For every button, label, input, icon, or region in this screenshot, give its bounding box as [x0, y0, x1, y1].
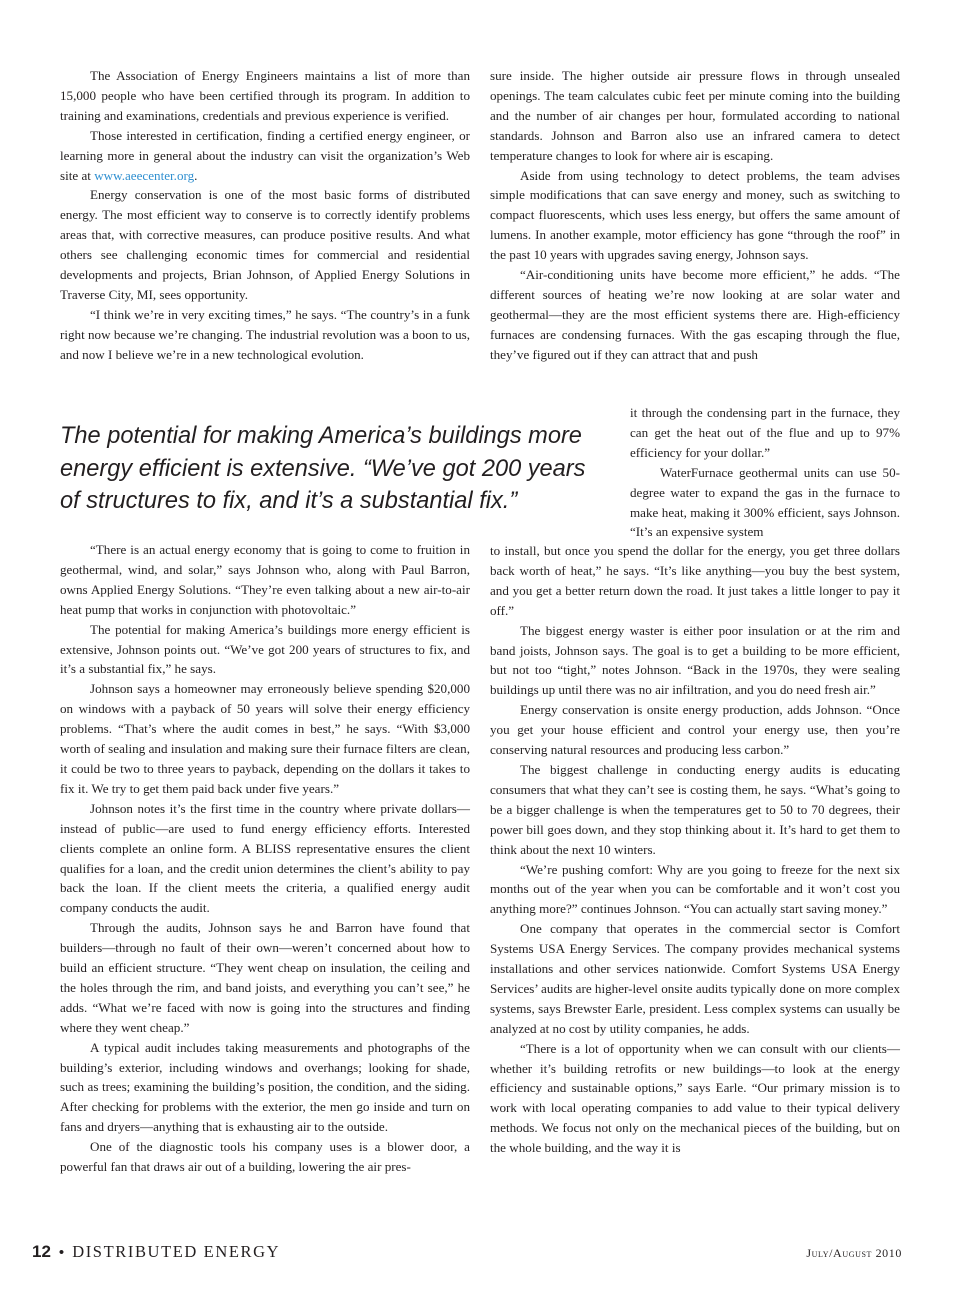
right-column-bottom: [490, 541, 900, 1158]
paragraph: The Association of Energy Engineers maintains a list of more than 15,000 people who have been certified through its program. In addition to training and examinations, credentials and previous experience is verified.: [60, 68, 470, 123]
paragraph: Johnson says a homeowner may erroneously believe spending $20,000 on windows with a payback of 50 years will solve their energy efficiency problems. “That’s where the audit comes in best,” he says. “With $3,000 worth of sealing and insulation and making sure their furnace filters are clean, it could be two to three years to payback, depending on the dollars it takes to fix it. We try to get them paid back under five years.”: [60, 681, 470, 796]
paragraph-continued: to install, but once you spend the dollar for the energy, you get three dollars back worth of heat,” he says. “It’s like anything—you buy the best system, and you get a better return down the road. It just takes a little longer to pay it off.”: [490, 543, 900, 618]
paragraph: The potential for making America’s buildings more energy efficient is extensive, Johnson points out. “We’ve got 200 years of structures to fix, and it’s a substantial fix,” he says.: [60, 621, 470, 677]
paragraph: Aside from using technology to detect problems, the team advises simple modifications that can save energy and money, such as switching to compact fluorescents, which uses less energy, but offers the same amount of lumens. In another example, motor efficiency has gone “through the roof” in the past 10 years with upgrades saving energy, Johnson says.: [490, 167, 900, 263]
paragraph: WaterFurnace geothermal units can use 50-degree water to expand the gas in the furnace to make heat, making it 300% efficient, says Johnson. “It’s an expensive system: [630, 464, 900, 540]
paragraph: “There is a lot of opportunity when we can consult with our clients—whether it’s building retrofits or new buildings—to look at the energy efficiency and sustainable options,” says Earle. “Our primary mission is to work with local operating companies to add value to their typical delivery methods. We focus not only on the mechanical pieces of the building, but on the whole building, and the way it is: [490, 1040, 900, 1156]
magazine-name: DISTRIBUTED ENERGY: [72, 1242, 281, 1261]
paragraph: “There is an actual energy economy that is going to come to fruition in geothermal, wind, and solar,” says Johnson who, along with Paul Barron, owns Applied Energy Solutions. “They’re even talking about a new air-to-air heat pump that works in conjunction with photovoltaic.”: [60, 542, 470, 617]
paragraph: A typical audit includes taking measurements and photographs of the building’s exterior, including windows and overhangs; looking for shade, such as trees; examining the building’s position, the condition, and the siding. After checking for problems with the exterior, the men go inside and turn on fans and dryers—anything that is exhausting air to the outside.: [60, 1039, 470, 1135]
right-column-narrow: [630, 403, 900, 542]
paragraph: Johnson notes it’s the first time in the country where private dollars—instead of public—are used to fund energy efficiency efforts. Interested clients complete an online form. A BLISS representative ensures the client qualifies for a loan, and the credit union determines the client’s ability to pay back the loan. If the client meets the criteria, a qualified energy audit company conducts the audit.: [60, 800, 470, 916]
paragraph: The biggest energy waster is either poor insulation or at the rim and band joists, Johnson says. The goal is to get a building to be more efficient, but not too “tight,” notes Johnson. “Back in the 1970s, they were sealing buildings up until there was no air infiltration, and you do need fresh air.”: [490, 622, 900, 698]
paragraph-continued: it through the condensing part in the furnace, they can get the heat out of the flue and up to 97% efficiency for your dollar.”: [630, 405, 900, 460]
issue-date: July/August 2010: [806, 1246, 902, 1260]
paragraph: One of the diagnostic tools his company uses is a blower door, a powerful fan that draws air out of a building, lowering the air pres-: [60, 1139, 470, 1175]
certification-end: .: [194, 167, 198, 183]
paragraph-continued: sure inside. The higher outside air pressure flows in through unsealed openings. The team calculates cubic feet per minute coming into the building and the number of air changes per hour, formulated according to national standards. Johnson and Barron also use an infrared camera to detect temperature changes to look for where air is escaping.: [490, 68, 900, 163]
paragraph: Energy conservation is onsite energy production, adds Johnson. “Once you get your house efficient and control your energy use, then you’re conserving natural resources and producing less carbon.”: [490, 702, 900, 758]
paragraph: The biggest challenge in conducting energy audits is educating consumers that what they can’t see is costing them, he says. “What’s going to be a bigger challenge is when the temperatures get to 50 to 70 degrees, their power bill goes down, and they stop thinking about it. It’s hard to get them to think about the next 10 winters.: [490, 761, 900, 857]
footer-separator: •: [58, 1244, 65, 1261]
page-number: 12: [32, 1242, 51, 1261]
certification-text: Those interested in certification, finding a certified energy engineer, or learning more in general about the industry can visit the organization’s Web site at: [60, 127, 470, 183]
footer-left: [32, 1242, 280, 1262]
paragraph: “I think we’re in very exciting times,” he says. “The country’s in a funk right now because we’re changing. The industrial revolution was a boon to us, and now I believe we’re in a new technological evolution.: [60, 306, 470, 362]
paragraph: “Air-conditioning units have become more efficient,” he adds. “The different sources of heating we’re now looking at are solar water and geothermal—they are the most efficient systems there are. High-efficiency furnaces are condensing furnaces. With the gas escaping through the flue, they’ve figured out if they can attract that and push: [490, 267, 900, 362]
pull-quote: The potential for making America’s buildings more energy efficient is extensive. “We’ve got 200 years of structures to fix, and it’s a substantial fix.”: [60, 423, 586, 514]
paragraph-certification: [60, 126, 470, 186]
paragraph: Through the audits, Johnson says he and Barron have found that builders—through no fault of their own—weren’t concerned about how to build an efficient structure. “They went cheap on insulation, the ceiling and the holes through the rim, and band joists, and everything you can’t see,” he adds. “What we’re faced with now is going into the structures and finding where they went cheap.”: [60, 920, 470, 1035]
paragraph: Energy conservation is one of the most basic forms of distributed energy. The most efficient way to conserve is to correctly identify problems areas that, with corrective measures, can produce positive results. And what others see challenging economic times for commercial and residential developments and projects, Brian Johnson, of Applied Energy Solutions in Traverse City, MI, sees opportunity.: [60, 187, 470, 302]
aeecenter-link[interactable]: www.aeecenter.org: [94, 167, 195, 183]
paragraph: “We’re pushing comfort: Why are you going to freeze for the next six months out of the year when you can be comfortable and it won’t cost you anything more?” continues Johnson. “You can actually start saving money.”: [490, 861, 900, 917]
right-column-top: [490, 66, 900, 365]
left-column-top: [60, 66, 470, 365]
left-column-bottom: [60, 540, 470, 1177]
paragraph: One company that operates in the commercial sector is Comfort Systems USA Energy Services. The company provides mechanical systems installations and other services nationwide. Comfort Systems USA Energy Services’ audits are higher-level onsite audits typically done on more complex systems, says Brewster Earle, president. Less complex systems can usually be analyzed at no cost by utility companies, he adds.: [490, 921, 900, 1036]
